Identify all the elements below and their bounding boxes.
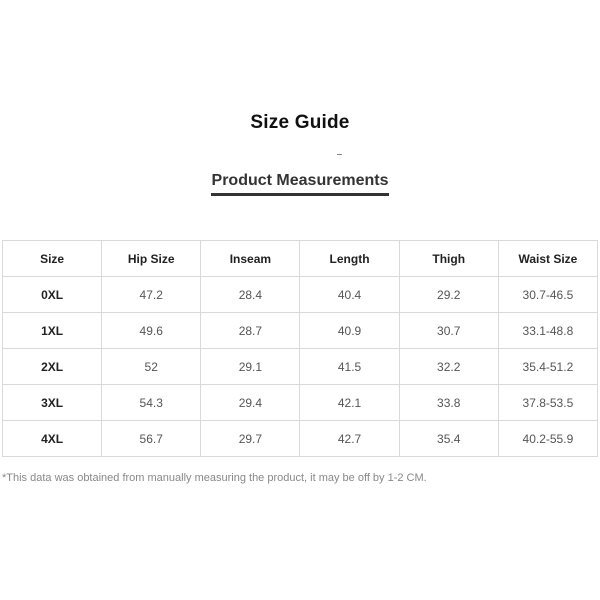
decorative-dash — [337, 154, 342, 155]
header-waist-size: Waist Size — [498, 241, 597, 277]
waist-size-cell: 35.4-51.2 — [498, 349, 597, 385]
thigh-cell: 35.4 — [399, 421, 498, 457]
table-row — [3, 385, 598, 421]
footnote: *This data was obtained from manually measuring the product, it may be off by 1-2 CM. — [2, 472, 427, 484]
size-cell: 0XL — [3, 277, 102, 313]
size-cell: 3XL — [3, 385, 102, 421]
length-cell: 42.7 — [300, 421, 399, 457]
hip-size-cell: 52 — [102, 349, 201, 385]
thigh-cell: 33.8 — [399, 385, 498, 421]
table-body — [3, 277, 598, 457]
length-cell: 40.4 — [300, 277, 399, 313]
inseam-cell: 29.7 — [201, 421, 300, 457]
size-table — [2, 240, 598, 457]
header-thigh: Thigh — [399, 241, 498, 277]
inseam-cell: 28.7 — [201, 313, 300, 349]
length-cell: 40.9 — [300, 313, 399, 349]
header-row — [3, 241, 598, 277]
hip-size-cell: 47.2 — [102, 277, 201, 313]
size-cell: 2XL — [3, 349, 102, 385]
inseam-cell: 28.4 — [201, 277, 300, 313]
hip-size-cell: 54.3 — [102, 385, 201, 421]
waist-size-cell: 30.7-46.5 — [498, 277, 597, 313]
header-inseam: Inseam — [201, 241, 300, 277]
table-row — [3, 277, 598, 313]
thigh-cell: 30.7 — [399, 313, 498, 349]
length-cell: 41.5 — [300, 349, 399, 385]
waist-size-cell: 33.1-48.8 — [498, 313, 597, 349]
inseam-cell: 29.4 — [201, 385, 300, 421]
section-title-wrapper — [0, 172, 600, 196]
length-cell: 42.1 — [300, 385, 399, 421]
table-row — [3, 349, 598, 385]
thigh-cell: 32.2 — [399, 349, 498, 385]
page-title: Size Guide — [250, 112, 350, 133]
header-size: Size — [3, 241, 102, 277]
header-hip-size: Hip Size — [102, 241, 201, 277]
section-title: Product Measurements — [211, 172, 390, 196]
waist-size-cell: 40.2-55.9 — [498, 421, 597, 457]
waist-size-cell: 37.8-53.5 — [498, 385, 597, 421]
hip-size-cell: 56.7 — [102, 421, 201, 457]
size-cell: 4XL — [3, 421, 102, 457]
table-row — [3, 421, 598, 457]
header-length: Length — [300, 241, 399, 277]
hip-size-cell: 49.6 — [102, 313, 201, 349]
thigh-cell: 29.2 — [399, 277, 498, 313]
size-cell: 1XL — [3, 313, 102, 349]
table-row — [3, 313, 598, 349]
table-header — [3, 241, 598, 277]
inseam-cell: 29.1 — [201, 349, 300, 385]
